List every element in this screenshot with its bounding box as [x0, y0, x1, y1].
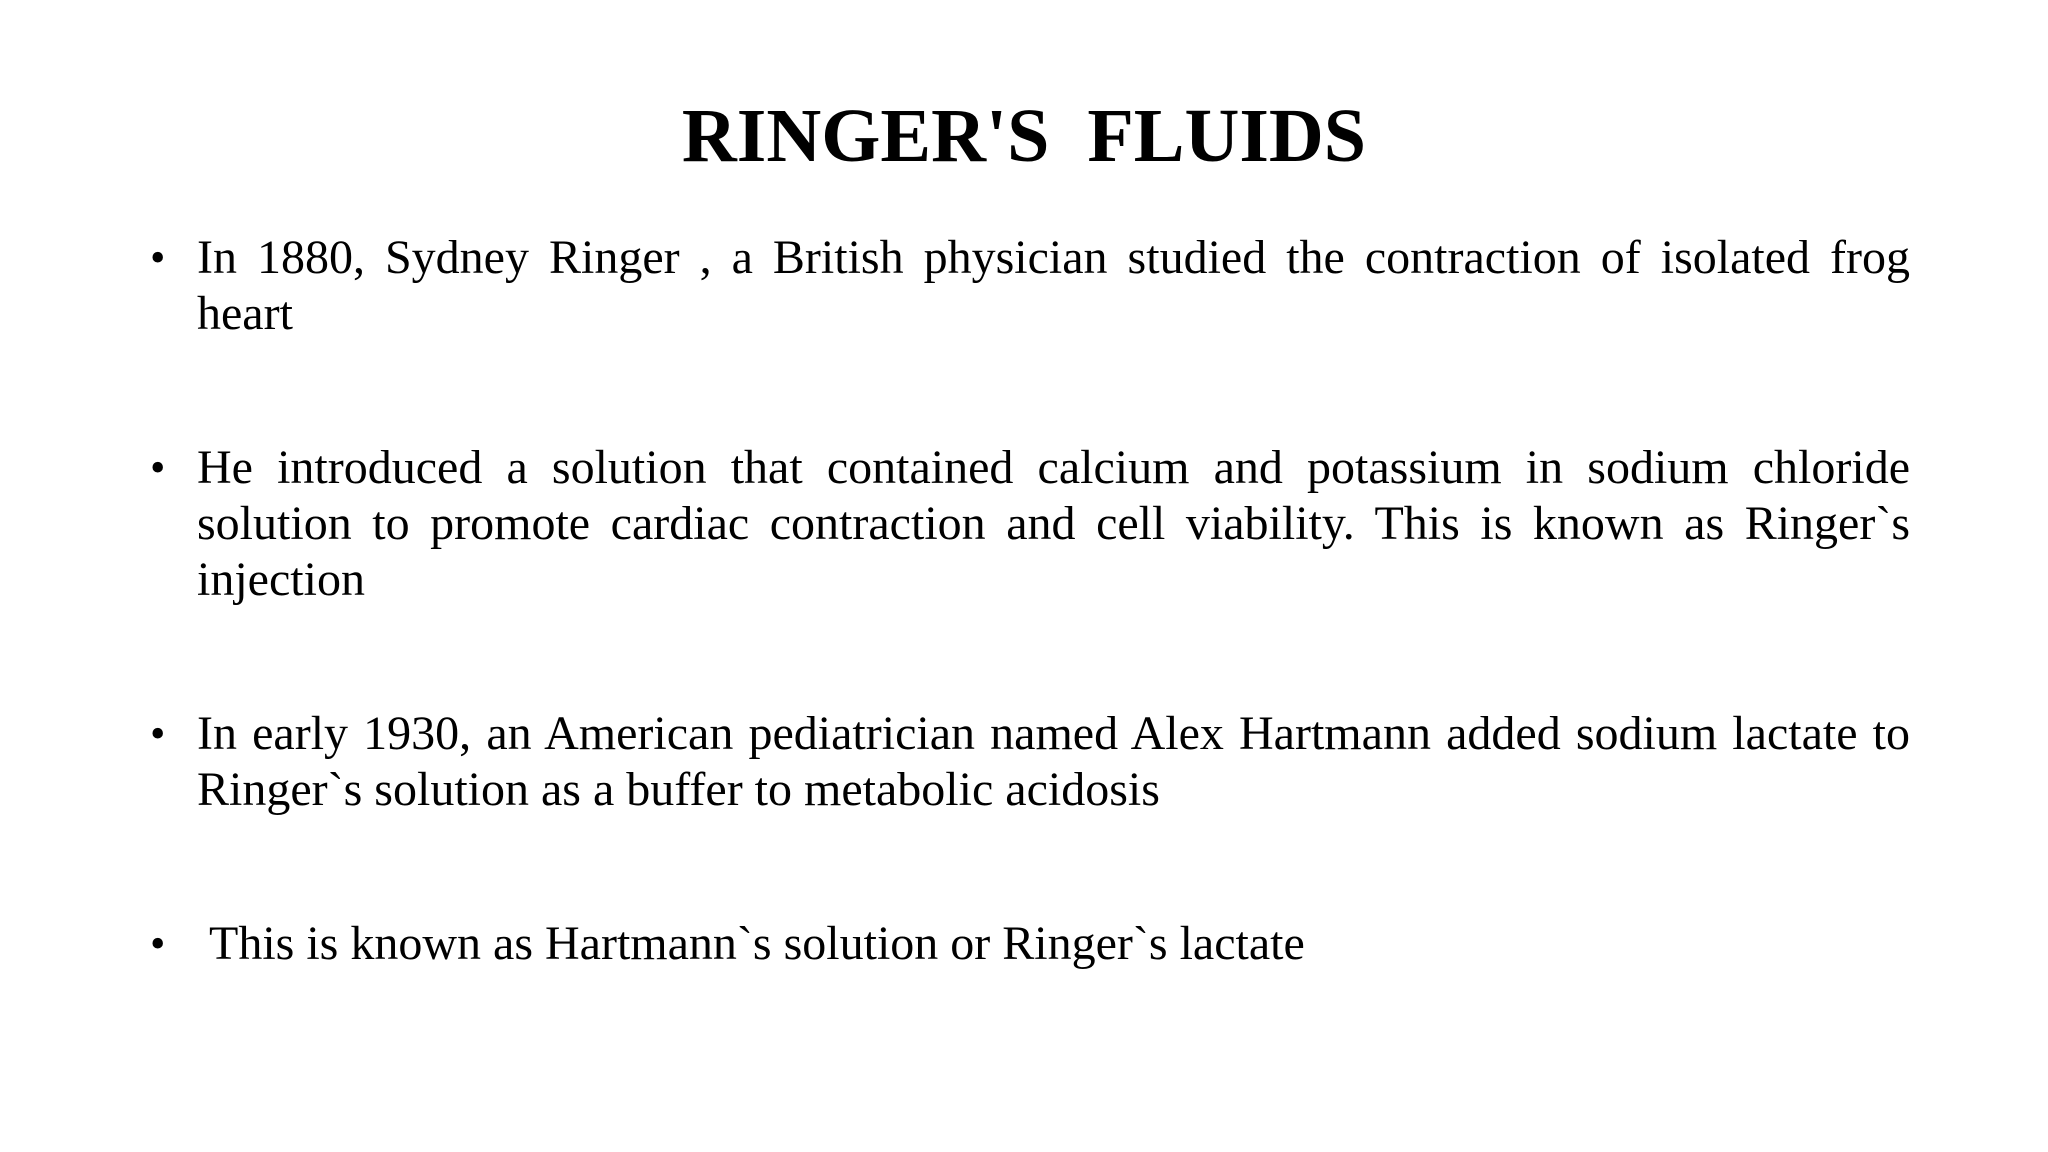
bullet-icon: •: [150, 233, 166, 282]
bullet-text: He introduced a solution that contained calcium and potassium in sodium chloride solution to promote cardiac contraction and cell viability. This is known as Ringer`s injection: [197, 441, 1910, 606]
slide-title: RINGER'S FLUIDS: [681, 94, 1367, 178]
bullet-item: [150, 916, 1910, 972]
bullet-text: This is known as Hartmann`s solution or Ringer`s lactate: [209, 917, 1305, 970]
bullet-item: [150, 230, 1910, 342]
bullet-icon: •: [150, 709, 166, 758]
bullet-icon: •: [150, 919, 166, 968]
bullet-item: [150, 440, 1910, 608]
bullet-list: [150, 230, 1910, 972]
bullet-text: In 1880, Sydney Ringer , a British physician studied the contraction of isolated frog heart: [197, 231, 1910, 340]
bullet-text: In early 1930, an American pediatrician named Alex Hartmann added sodium lactate to Ringer`s solution as a buffer to metabolic acidosis: [197, 707, 1910, 816]
bullet-icon: •: [150, 443, 166, 492]
bullet-item: [150, 706, 1910, 818]
